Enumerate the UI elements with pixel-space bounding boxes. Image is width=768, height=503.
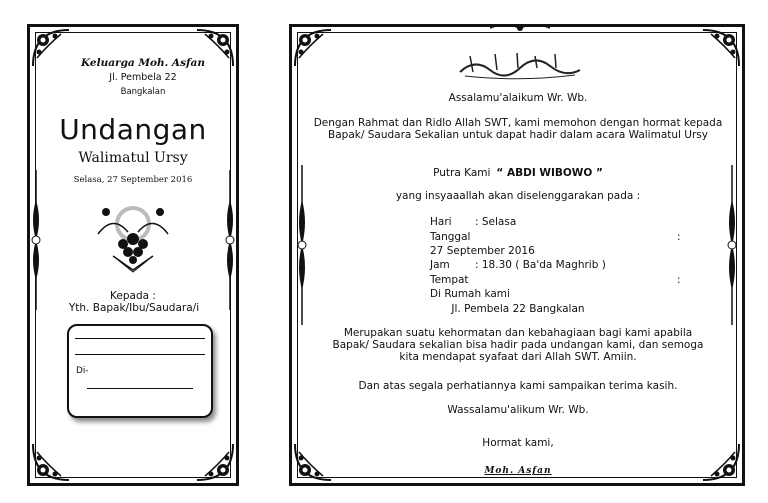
invitation-title: Undangan <box>59 113 207 146</box>
tempat-colon: : <box>677 274 681 286</box>
thanks-line: Dan atas segala perhatiannya kami sampaikan terima kasih. <box>358 380 678 392</box>
side-ornament-icon <box>296 165 308 325</box>
side-ornament-icon <box>224 170 236 310</box>
address-box <box>67 324 213 418</box>
groom-line <box>300 167 736 179</box>
tempat-value: Di Rumah kami <box>430 288 510 300</box>
family-name: Keluarga Moh. Asfan <box>81 57 205 69</box>
recipient-label: Kepada : <box>110 290 156 302</box>
jam-value: : 18.30 ( Ba'da Maghrib ) <box>475 259 606 271</box>
jam-label: Jam <box>430 259 450 271</box>
address-line <box>75 354 205 355</box>
groom-label: Putra Kami <box>433 167 491 179</box>
corner-ornament-icon <box>31 28 71 68</box>
tanggal-colon: : <box>677 231 681 243</box>
event-intro: yang insyaaallah akan diselenggarakan pada : <box>395 190 641 202</box>
groom-name: “ ABDI WIBOWO ” <box>496 167 603 179</box>
invitation-paragraph-1: Dengan Rahmat dan Ridlo Allah SWT, kami memohon dengan hormat kepada Bapak/ Saudara Sekalian untuk dapat hadir dalam acara Walimatul Ursy <box>313 117 723 141</box>
corner-ornament-icon <box>31 442 71 482</box>
address-di-label: Di- <box>76 366 89 376</box>
bismillah-calligraphy-icon <box>455 48 585 80</box>
top-ornament-icon <box>490 22 550 34</box>
invitation-date: Selasa, 27 September 2016 <box>73 175 193 185</box>
recipient-salutation: Yth. Bapak/Ibu/Saudara/i <box>68 302 200 314</box>
closing-greeting: Wassalamu'alikum Wr. Wb. <box>447 404 589 416</box>
address-line <box>87 388 193 389</box>
venue-address: Jl. Pembela 22 Bangkalan <box>451 303 585 315</box>
corner-ornament-icon <box>701 28 741 68</box>
side-ornament-icon <box>726 165 738 325</box>
family-city: Bangkalan <box>120 87 166 97</box>
tanggal-label: Tanggal <box>430 231 471 243</box>
corner-ornament-icon <box>293 28 333 68</box>
floral-emblem-icon <box>88 194 178 274</box>
signature: Moh. Asfan <box>484 466 552 476</box>
tempat-label: Tempat <box>430 274 469 286</box>
side-ornament-icon <box>30 170 42 310</box>
hari-value: : Selasa <box>475 216 517 228</box>
greeting: Assalamu'alaikum Wr. Wb. <box>448 92 588 104</box>
invitation-subtitle: Walimatul Ursy <box>78 150 188 166</box>
corner-ornament-icon <box>195 442 235 482</box>
tanggal-value: 27 September 2016 <box>430 245 535 257</box>
hari-label: Hari <box>430 216 452 228</box>
family-address: Jl. Pembela 22 <box>109 72 177 83</box>
address-line <box>75 338 205 339</box>
closing-regards: Hormat kami, <box>482 437 554 449</box>
invitation-paragraph-2: Merupakan suatu kehormatan dan kebahagiaan bagi kami apabila Bapak/ Saudara sekalian bisa hadir pada undangan kami, dan semoga kita mendapat syafaat dari Allah SWT. Amiin. <box>332 327 704 363</box>
